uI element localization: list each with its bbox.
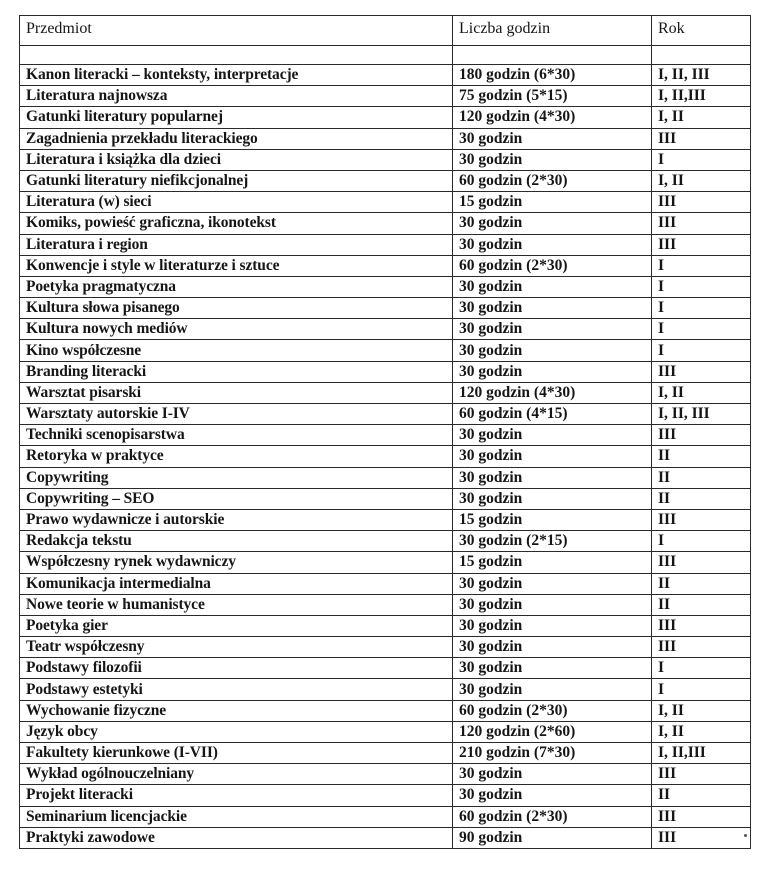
table-row	[20, 65, 751, 86]
subject-cell: Teatr współczesny	[20, 637, 453, 658]
table-body	[20, 46, 751, 849]
year-cell: III	[652, 213, 751, 234]
table-row	[20, 382, 751, 403]
table-row	[20, 637, 751, 658]
subject-cell: Copywriting	[20, 467, 453, 488]
table-row	[20, 531, 751, 552]
hours-cell: 30 godzin	[453, 149, 652, 170]
table-row	[20, 488, 751, 509]
year-cell: III	[652, 764, 751, 785]
table-row	[20, 107, 751, 128]
hours-cell: 30 godzin	[453, 446, 652, 467]
table-row	[20, 128, 751, 149]
year-cell: III	[652, 615, 751, 636]
subject-cell: Literatura (w) sieci	[20, 192, 453, 213]
hours-cell: 60 godzin (2*30)	[453, 700, 652, 721]
hours-cell: 120 godzin (2*60)	[453, 721, 652, 742]
table-row	[20, 700, 751, 721]
table-row	[20, 298, 751, 319]
table-row	[20, 743, 751, 764]
hours-cell: 30 godzin	[453, 213, 652, 234]
table-row	[20, 192, 751, 213]
empty-row	[20, 46, 751, 65]
document-page	[19, 15, 750, 849]
subject-cell: Poetyka gier	[20, 615, 453, 636]
hours-cell: 30 godzin	[453, 276, 652, 297]
year-cell: I, II	[652, 107, 751, 128]
year-cell: I	[652, 149, 751, 170]
table-row	[20, 552, 751, 573]
hours-cell: 30 godzin	[453, 573, 652, 594]
subject-cell: Branding literacki	[20, 361, 453, 382]
subject-cell: Literatura i region	[20, 234, 453, 255]
hours-cell: 30 godzin	[453, 128, 652, 149]
header-row	[20, 16, 751, 46]
hours-cell: 120 godzin (4*30)	[453, 382, 652, 403]
subject-cell: Literatura i książka dla dzieci	[20, 149, 453, 170]
hours-cell: 60 godzin (2*30)	[453, 806, 652, 827]
year-cell: III	[652, 552, 751, 573]
subject-cell: Komunikacja intermedialna	[20, 573, 453, 594]
table-row	[20, 404, 751, 425]
subject-cell: Fakultety kierunkowe (I-VII)	[20, 743, 453, 764]
table-row	[20, 255, 751, 276]
subject-cell: Wychowanie fizyczne	[20, 700, 453, 721]
hours-cell: 60 godzin (2*30)	[453, 255, 652, 276]
subject-cell: Komiks, powieść graficzna, ikonotekst	[20, 213, 453, 234]
subject-cell: Projekt literacki	[20, 785, 453, 806]
hours-cell: 30 godzin	[453, 658, 652, 679]
subject-cell: Podstawy estetyki	[20, 679, 453, 700]
hours-cell: 15 godzin	[453, 192, 652, 213]
year-cell: II	[652, 573, 751, 594]
subject-cell: Redakcja tekstu	[20, 531, 453, 552]
subject-cell: Język obcy	[20, 721, 453, 742]
year-cell: I	[652, 340, 751, 361]
hours-cell: 30 godzin	[453, 425, 652, 446]
table-row	[20, 234, 751, 255]
table-header	[20, 16, 751, 46]
table-row	[20, 679, 751, 700]
hours-cell: 30 godzin	[453, 234, 652, 255]
header-hours: Liczba godzin	[453, 16, 652, 46]
table-row	[20, 467, 751, 488]
year-cell: I, II	[652, 170, 751, 191]
hours-cell: 90 godzin	[453, 827, 652, 848]
subject-cell: Gatunki literatury niefikcjonalnej	[20, 170, 453, 191]
subject-cell: Techniki scenopisarstwa	[20, 425, 453, 446]
hours-cell: 30 godzin	[453, 467, 652, 488]
year-cell: I	[652, 276, 751, 297]
year-cell: III	[652, 425, 751, 446]
year-cell: III	[652, 827, 751, 848]
hours-cell: 30 godzin	[453, 340, 652, 361]
table-row	[20, 361, 751, 382]
table-row	[20, 785, 751, 806]
year-cell: I, II,III	[652, 743, 751, 764]
year-cell: III	[652, 234, 751, 255]
year-cell: I	[652, 531, 751, 552]
hours-cell: 15 godzin	[453, 509, 652, 530]
subject-cell: Współczesny rynek wydawniczy	[20, 552, 453, 573]
table-row	[20, 594, 751, 615]
subject-cell: Kultura nowych mediów	[20, 319, 453, 340]
year-cell: II	[652, 446, 751, 467]
subject-cell: Copywriting – SEO	[20, 488, 453, 509]
hours-cell: 30 godzin	[453, 319, 652, 340]
year-cell: II	[652, 488, 751, 509]
hours-cell: 30 godzin	[453, 764, 652, 785]
subject-cell: Gatunki literatury popularnej	[20, 107, 453, 128]
hours-cell: 30 godzin (2*15)	[453, 531, 652, 552]
subject-cell: Podstawy filozofii	[20, 658, 453, 679]
year-cell: I, II	[652, 382, 751, 403]
year-cell: I, II	[652, 700, 751, 721]
subject-cell: Kanon literacki – konteksty, interpretacje	[20, 65, 453, 86]
empty-cell	[652, 46, 751, 65]
hours-cell: 15 godzin	[453, 552, 652, 573]
table-row	[20, 340, 751, 361]
subject-cell: Konwencje i style w literaturze i sztuce	[20, 255, 453, 276]
header-subject: Przedmiot	[20, 16, 453, 46]
hours-cell: 120 godzin (4*30)	[453, 107, 652, 128]
hours-cell: 30 godzin	[453, 679, 652, 700]
year-cell: I	[652, 255, 751, 276]
hours-cell: 30 godzin	[453, 594, 652, 615]
year-cell: I	[652, 319, 751, 340]
year-cell: I, II, III	[652, 404, 751, 425]
curriculum-table	[19, 15, 751, 849]
table-row	[20, 806, 751, 827]
year-cell: III	[652, 637, 751, 658]
table-row	[20, 721, 751, 742]
table-row	[20, 276, 751, 297]
year-cell: I, II, III	[652, 65, 751, 86]
subject-cell: Zagadnienia przekładu literackiego	[20, 128, 453, 149]
year-cell: I, II,III	[652, 86, 751, 107]
hours-cell: 30 godzin	[453, 488, 652, 509]
table-row	[20, 764, 751, 785]
subject-cell: Warsztaty autorskie I-IV	[20, 404, 453, 425]
subject-cell: Warsztat pisarski	[20, 382, 453, 403]
hours-cell: 30 godzin	[453, 785, 652, 806]
year-cell: III	[652, 128, 751, 149]
subject-cell: Kultura słowa pisanego	[20, 298, 453, 319]
empty-cell	[20, 46, 453, 65]
year-cell: III	[652, 509, 751, 530]
table-row	[20, 509, 751, 530]
subject-cell: Literatura najnowsza	[20, 86, 453, 107]
subject-cell: Nowe teorie w humanistyce	[20, 594, 453, 615]
year-cell: I	[652, 658, 751, 679]
subject-cell: Wykład ogólnouczelniany	[20, 764, 453, 785]
subject-cell: Retoryka w praktyce	[20, 446, 453, 467]
table-row	[20, 170, 751, 191]
hours-cell: 60 godzin (4*15)	[453, 404, 652, 425]
year-cell: III	[652, 806, 751, 827]
hours-cell: 30 godzin	[453, 298, 652, 319]
year-cell: II	[652, 467, 751, 488]
subject-cell: Kino współczesne	[20, 340, 453, 361]
empty-cell	[453, 46, 652, 65]
year-cell: II	[652, 785, 751, 806]
year-cell: I	[652, 679, 751, 700]
hours-cell: 75 godzin (5*15)	[453, 86, 652, 107]
year-cell: II	[652, 594, 751, 615]
hours-cell: 180 godzin (6*30)	[453, 65, 652, 86]
subject-cell: Prawo wydawnicze i autorskie	[20, 509, 453, 530]
year-cell: I	[652, 298, 751, 319]
hours-cell: 210 godzin (7*30)	[453, 743, 652, 764]
year-cell: I, II	[652, 721, 751, 742]
year-cell: III	[652, 192, 751, 213]
year-cell: III	[652, 361, 751, 382]
table-row	[20, 213, 751, 234]
subject-cell: Praktyki zawodowe	[20, 827, 453, 848]
subject-cell: Poetyka pragmatyczna	[20, 276, 453, 297]
table-row	[20, 86, 751, 107]
table-row	[20, 319, 751, 340]
table-row	[20, 615, 751, 636]
hours-cell: 30 godzin	[453, 361, 652, 382]
hours-cell: 60 godzin (2*30)	[453, 170, 652, 191]
table-row	[20, 425, 751, 446]
subject-cell: Seminarium licencjackie	[20, 806, 453, 827]
header-year: Rok	[652, 16, 751, 46]
scan-mark	[744, 834, 747, 837]
table-row	[20, 827, 751, 848]
hours-cell: 30 godzin	[453, 637, 652, 658]
hours-cell: 30 godzin	[453, 615, 652, 636]
table-row	[20, 149, 751, 170]
table-row	[20, 658, 751, 679]
table-row	[20, 573, 751, 594]
table-row	[20, 446, 751, 467]
